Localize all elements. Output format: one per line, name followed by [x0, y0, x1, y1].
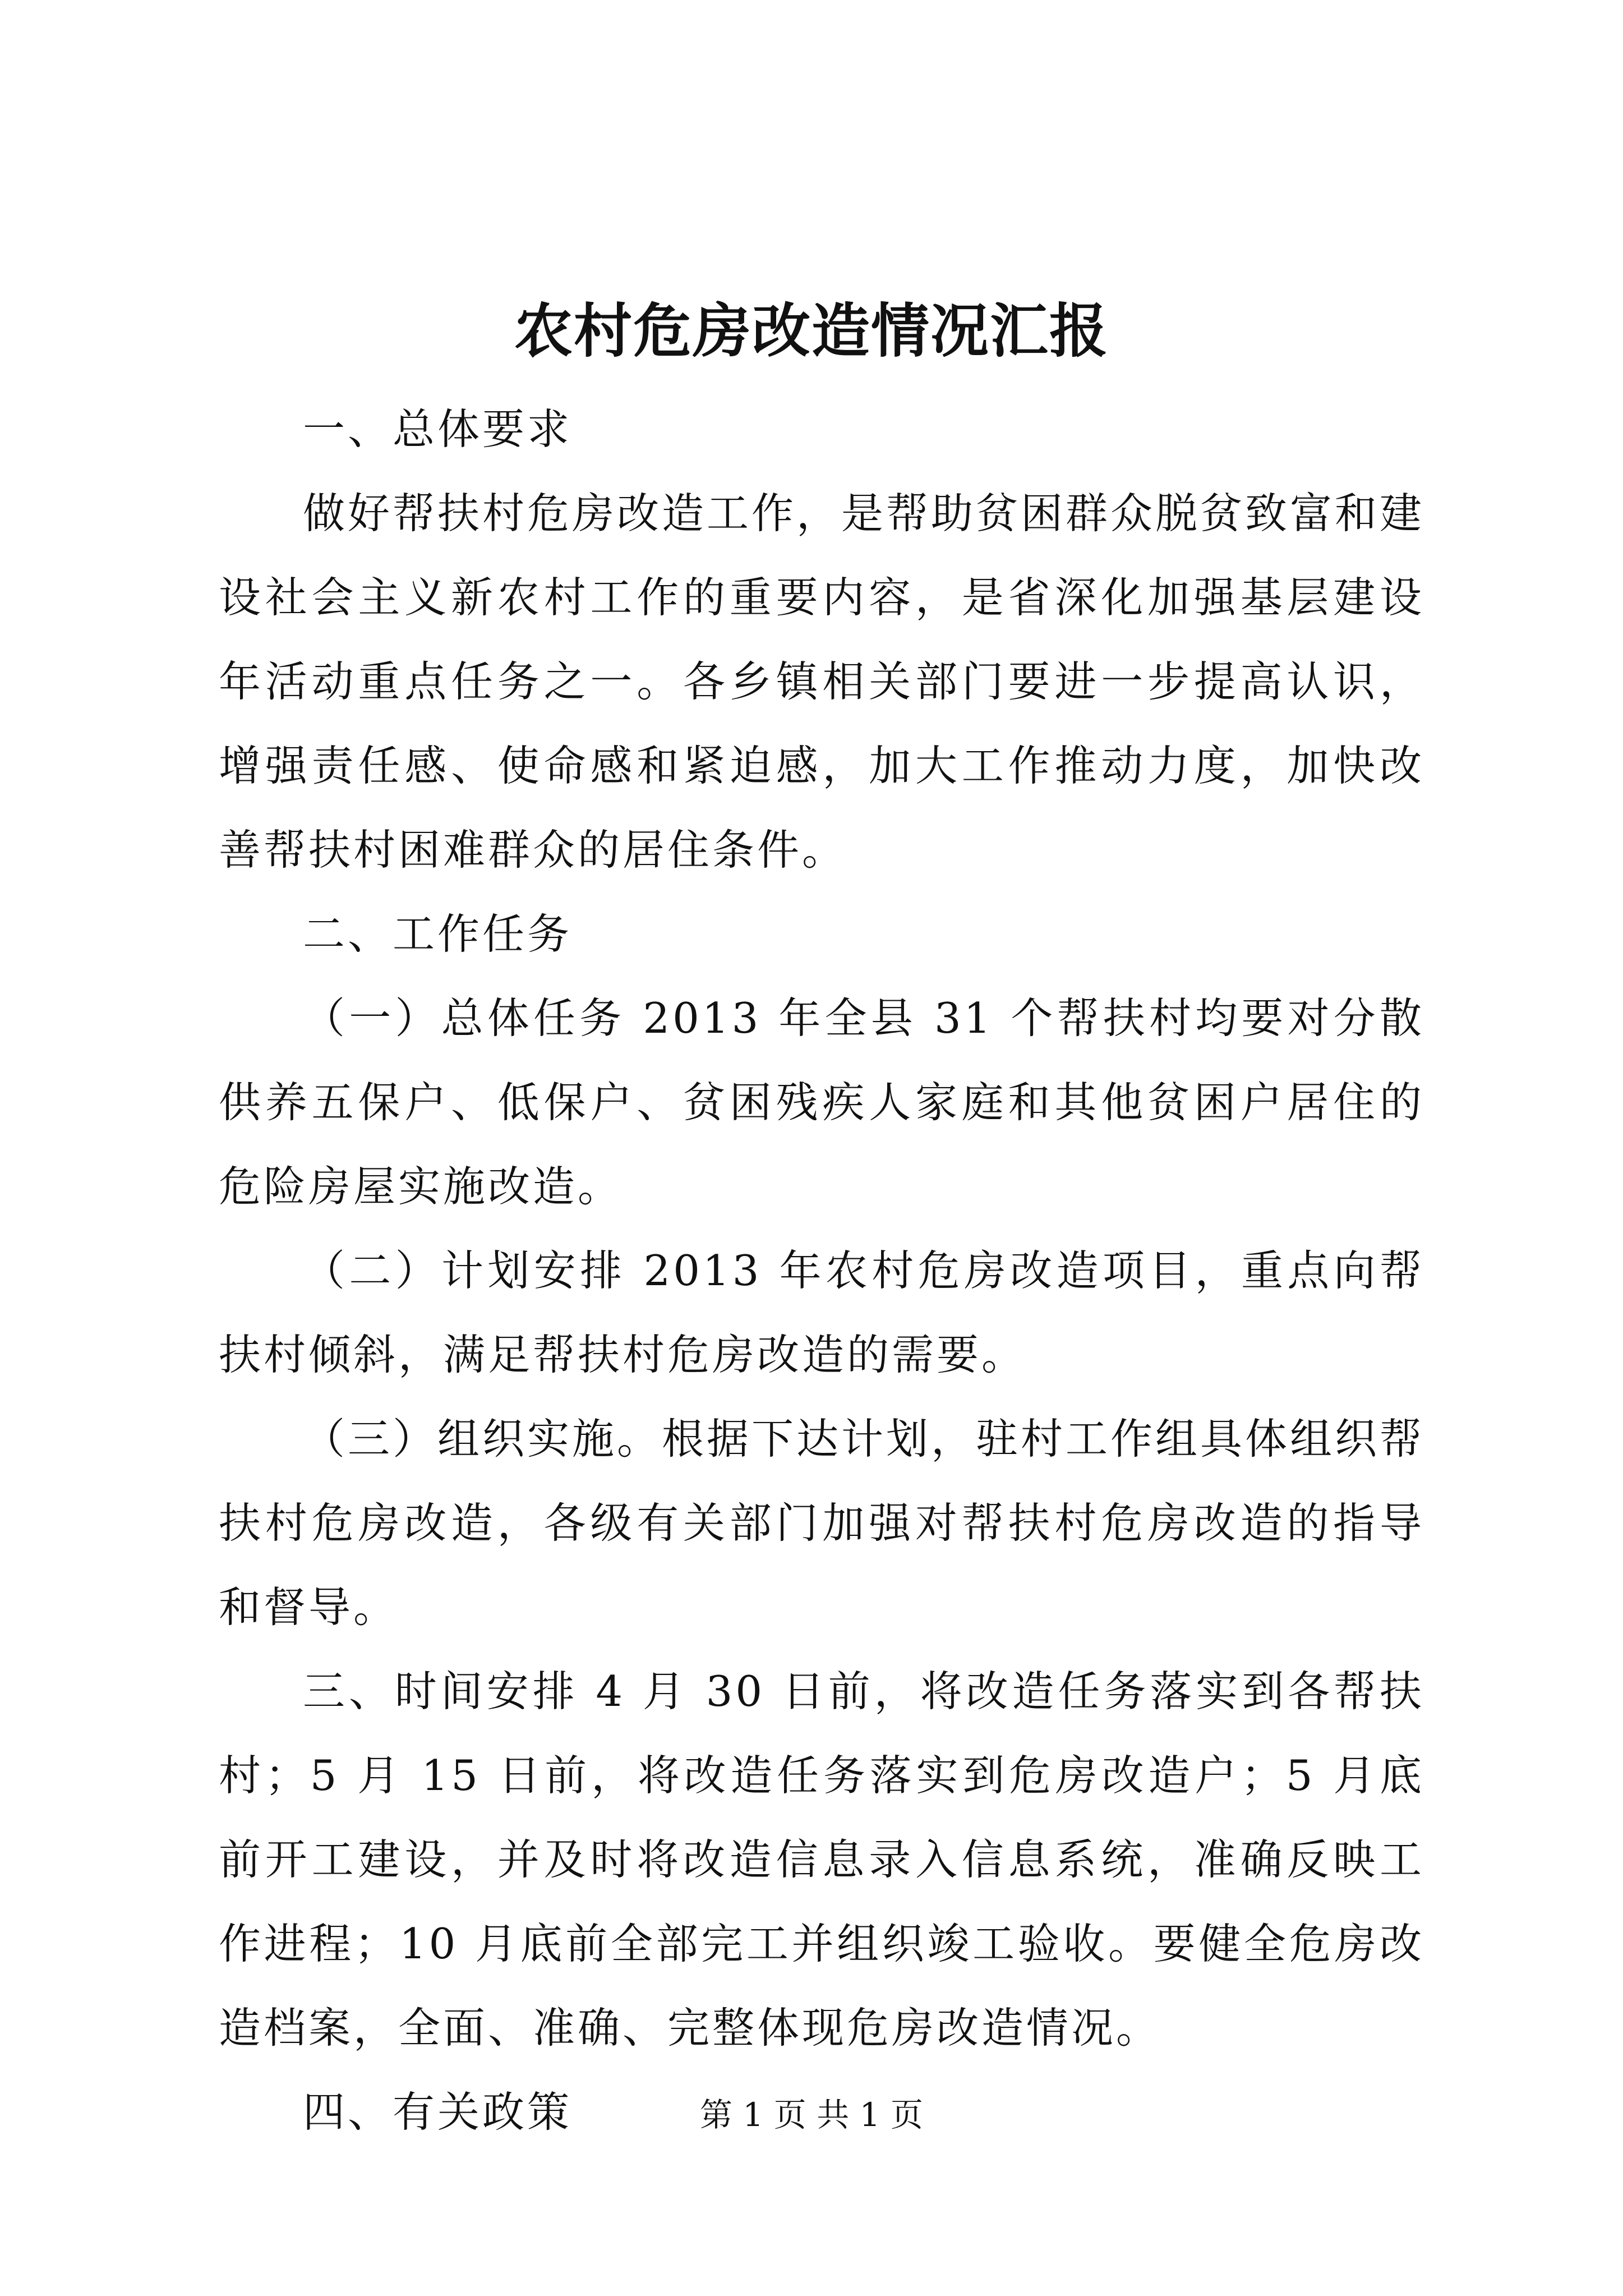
- document-body: [219, 387, 1424, 2154]
- section-heading-overall-requirements: 一、总体要求: [303, 404, 573, 454]
- paragraph-overall-requirements: 做好帮扶村危房改造工作，是帮助贫困群众脱贫致富和建设社会主义新农村工作的重要内容，是省深化加强基层建设年活动重点任务之一。各乡镇相关部门要进一步提高认识，增强责任感、使命感和紧迫感，加大工作推动力度，加快改善帮扶村困难群众的居住条件。: [219, 489, 1425, 875]
- paragraph-task-one: （一）总体任务 2013 年全县 31 个帮扶村均要对分散供养五保户、低保户、贫困残疾人家庭和其他贫困户居住的危险房屋实施改造。: [219, 993, 1424, 1211]
- page-footer: 第 1 页 共 1 页: [700, 2096, 923, 2134]
- paragraph-task-two: （二）计划安排 2013 年农村危房改造项目，重点向帮扶村倾斜，满足帮扶村危房改造的需要。: [219, 1246, 1424, 1379]
- paragraph-schedule: 三、时间安排 4 月 30 日前，将改造任务落实到各帮扶村；5 月 15 日前，将改造任务落实到危房改造户；5 月底前开工建设，并及时将改造信息录入信息系统，准确反映工作进程；10 月底前全部完工并组织竣工验收。要健全危房改造档案，全面、准确、完整体现危房改造情况。: [219, 1667, 1424, 2053]
- section-heading-policies: 四、有关政策: [303, 2087, 573, 2137]
- paragraph-task-three: （三）组织实施。根据下达计划，驻村工作组具体组织帮扶村危房改造，各级有关部门加强对帮扶村危房改造的指导和督导。: [219, 1414, 1425, 1632]
- document-title: 农村危房改造情况汇报: [514, 296, 1109, 365]
- section-heading-work-tasks: 二、工作任务: [303, 909, 573, 959]
